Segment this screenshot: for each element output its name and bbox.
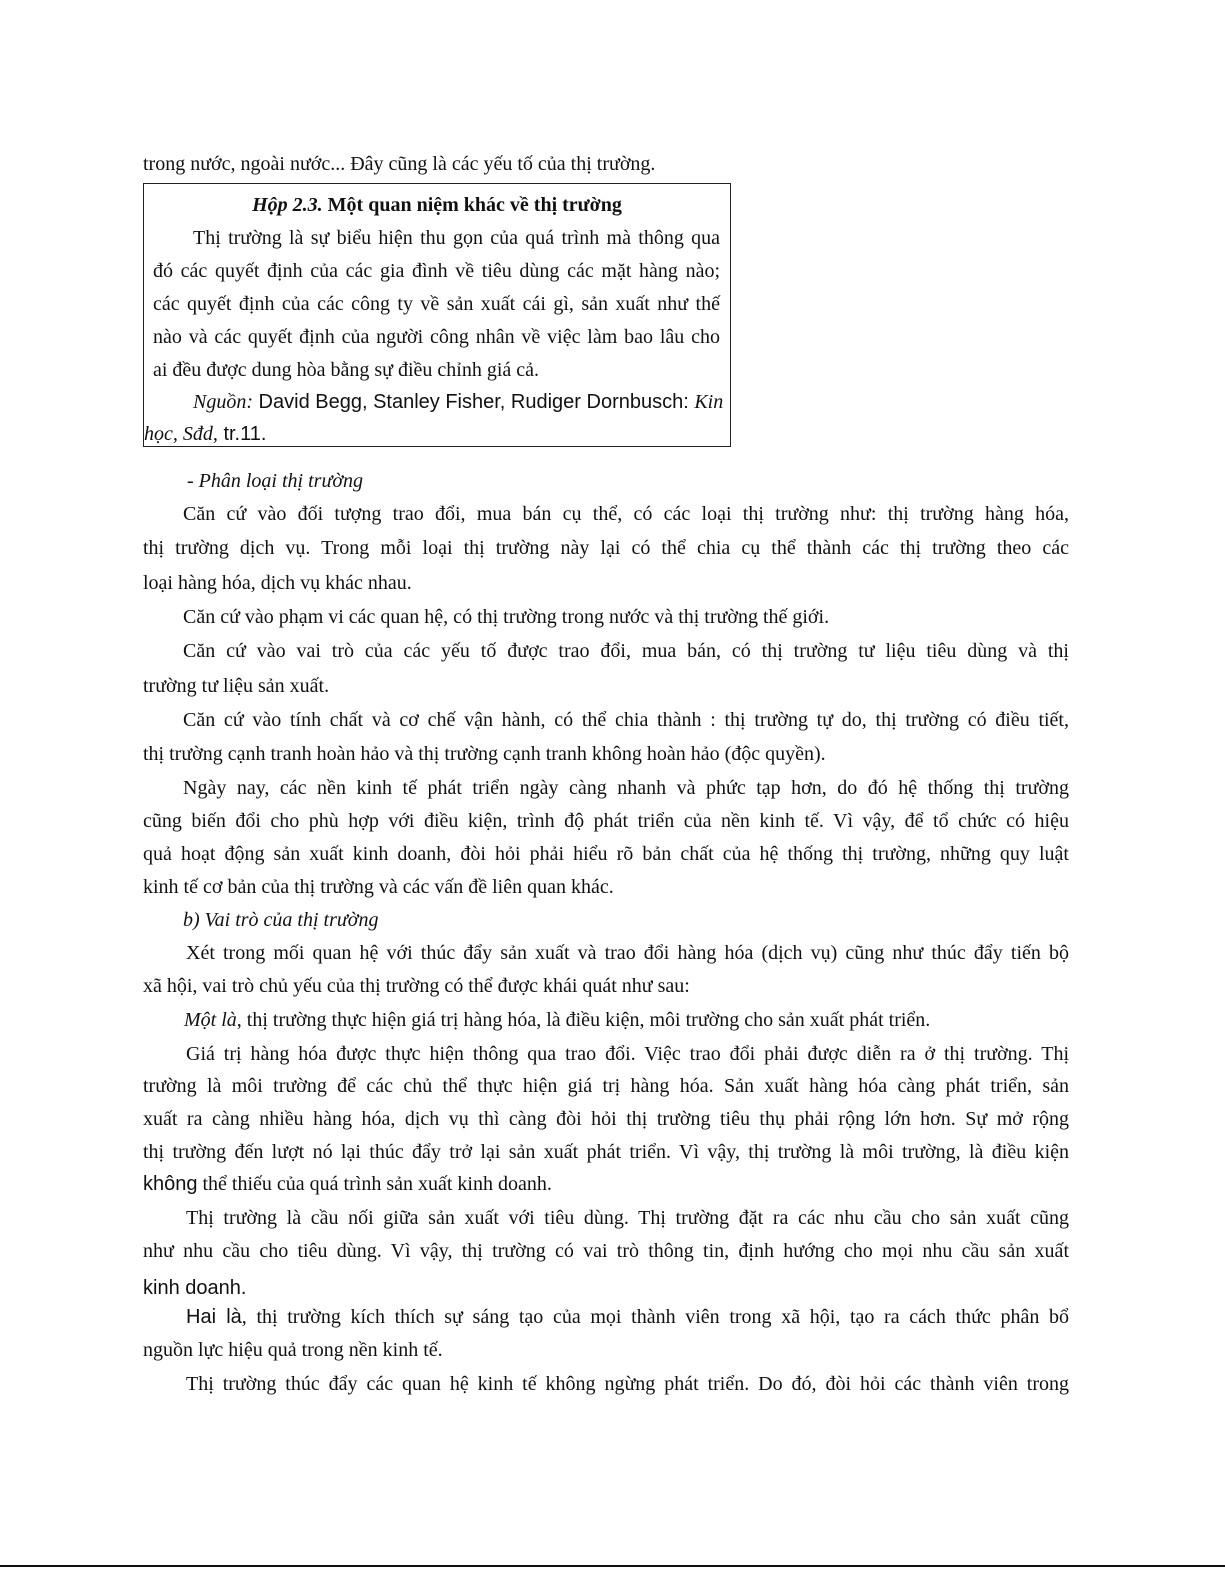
box-title-text: Một quan niệm khác về thị trường <box>322 194 622 216</box>
text-line: xã hội, vai trò chủ yếu của thị trường có thể được khái quát như sau: <box>143 975 690 997</box>
source-book-cont: học, Sđd, <box>144 423 218 445</box>
text-line: trường là môi trường để các chủ thể thực hiện giá trị hàng hóa. Sản xuất hàng hóa càng phát triển, sản <box>143 1075 1069 1097</box>
text-line: cũng biến đổi cho phù hợp với điều kiện, trình độ phát triển của nền kinh tế. Vì vậy, để tổ chức có hiệu <box>143 810 1069 832</box>
info-box <box>143 183 731 447</box>
box-title-label: Hộp 2.3. <box>252 194 323 216</box>
point-label: Hai là <box>186 1306 242 1328</box>
source-page: tr.11. <box>217 423 267 445</box>
text-line: Thị trường thúc đẩy các quan hệ kinh tế không ngừng phát triển. Do đó, đòi hỏi các thành viên trong <box>186 1373 1069 1395</box>
source-label: Nguồn: <box>193 391 253 413</box>
point-label: Một là <box>184 1009 237 1031</box>
source-authors: David Begg, Stanley Fisher, Rudiger Dornbusch: <box>253 391 695 413</box>
text-line: quả hoạt động sản xuất kinh doanh, đòi hỏi phải hiểu rõ bản chất của hệ thống thị trường, những quy luật <box>143 843 1069 865</box>
text-line: như nhu cầu cho tiêu dùng. Vì vậy, thị trường có vai trò thông tin, định hướng cho mọi nhu cầu sản xuất <box>143 1240 1069 1262</box>
source-book: Kin <box>694 391 724 413</box>
box-line: đó các quyết định của các gia đình về tiêu dùng các mặt hàng nào; <box>153 260 720 282</box>
box-line: các quyết định của các công ty về sản xuất cái gì, sản xuất như thế <box>153 293 720 315</box>
box-title <box>144 192 730 218</box>
text-line: thị trường đến lượt nó lại thúc đẩy trở lại sản xuất phát triển. Vì vậy, thị trường là môi trường, là điều kiện <box>143 1141 1069 1163</box>
text-line: Giá trị hàng hóa được thực hiện thông qua trao đổi. Việc trao đổi phải được diễn ra ở thị trường. Thị <box>186 1043 1069 1065</box>
text-line: Căn cứ vào phạm vi các quan hệ, có thị trường trong nước và thị trường thế giới. <box>183 606 830 628</box>
text-line: kinh tế cơ bản của thị trường và các vấn đề liên quan khác. <box>143 876 614 898</box>
box-source-cont <box>144 421 266 447</box>
text-line: Ngày nay, các nền kinh tế phát triển ngày càng nhanh và phức tạp hơn, do đó hệ thống thị trường <box>183 777 1069 799</box>
text-line: Thị trường là cầu nối giữa sản xuất với tiêu dùng. Thị trường đặt ra các nhu cầu cho sản xuất cũng <box>186 1207 1069 1229</box>
text-line: Căn cứ vào vai trò của các yếu tố được trao đổi, mua bán, có thị trường tư liệu tiêu dùng và thị <box>183 640 1069 662</box>
text-line: xuất ra càng nhiều hàng hóa, dịch vụ thì càng đòi hỏi thị trường tiêu thụ phải rộng lớn hơn. Sự mở rộng <box>143 1108 1069 1130</box>
box-line: Thị trường là sự biểu hiện thu gọn của quá trình mà thông qua <box>193 227 720 249</box>
text-line: loại hàng hóa, dịch vụ khác nhau. <box>143 572 412 594</box>
text-line: Hai là, thị trường kích thích sự sáng tạo của mọi thành viên trong xã hội, tạo ra cách thức phân bổ <box>186 1306 1069 1328</box>
box-source <box>193 389 723 415</box>
section-heading: b) Vai trò của thị trường <box>183 909 379 931</box>
box-line: nào và các quyết định của người công nhân về việc làm bao lâu cho <box>153 326 720 348</box>
text-line: thị trường cạnh tranh hoàn hảo và thị trường cạnh tranh không hoàn hảo (độc quyền). <box>143 743 826 765</box>
text-line: Một là, thị trường thực hiện giá trị hàng hóa, là điều kiện, môi trường cho sản xuất phát triển. <box>184 1009 931 1031</box>
section-heading: - Phân loại thị trường <box>187 470 364 492</box>
text-line: kinh doanh. <box>143 1277 247 1299</box>
text-line: Xét trong mối quan hệ với thúc đẩy sản xuất và trao đổi hàng hóa (dịch vụ) cũng như thúc đẩy tiến bộ <box>186 942 1069 964</box>
text-line: nguồn lực hiệu quả trong nền kinh tế. <box>143 1339 443 1361</box>
text-line: thị trường dịch vụ. Trong mỗi loại thị trường này lại có thể chia cụ thể thành các thị trường theo các <box>143 537 1069 559</box>
box-line: ai đều được dung hòa bằng sự điều chỉnh giá cả. <box>153 359 540 381</box>
text-line: Căn cứ vào tính chất và cơ chế vận hành, có thể chia thành : thị trường tự do, thị trường có điều tiết, <box>183 709 1069 731</box>
text-line: trường tư liệu sản xuất. <box>143 675 330 697</box>
text-line: Căn cứ vào đối tượng trao đổi, mua bán cụ thể, có các loại thị trường như: thị trường hàng hóa, <box>183 503 1069 525</box>
text-line: trong nước, ngoài nước... Đây cũng là các yếu tố của thị trường. <box>143 153 656 175</box>
text-line: không thể thiếu của quá trình sản xuất kinh doanh. <box>143 1173 552 1195</box>
page-bottom-rule <box>0 1565 1225 1567</box>
